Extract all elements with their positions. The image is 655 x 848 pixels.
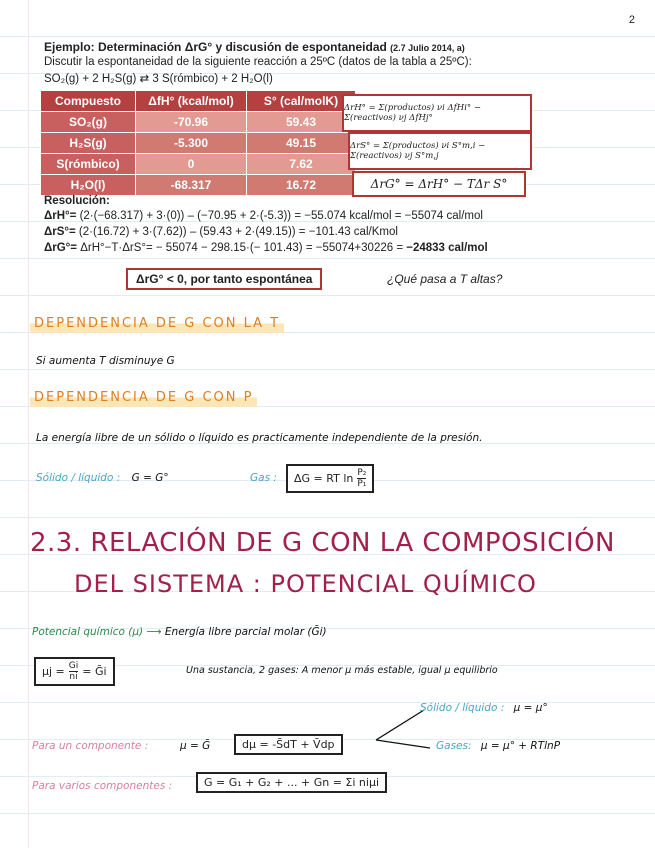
entropy-calc: (2·(16.72) + 3·(7.62)) – (59.43 + 2·(49.15)) = −101.43 cal/Kmol bbox=[75, 226, 398, 238]
several-components-label: Para varios componentes : bbox=[32, 780, 173, 792]
example-title-text: Ejemplo: Determinación ΔrG° y discusión de espontaneidad bbox=[44, 40, 387, 54]
table-row bbox=[41, 175, 356, 196]
entropy-label: ΔrS°= bbox=[44, 226, 76, 238]
gibbs-label: ΔrG°= bbox=[44, 242, 78, 254]
mu-denominator: ni bbox=[69, 672, 78, 682]
section-2-3-subtitle: DEL SISTEMA : POTENCIAL QUÍMICO bbox=[74, 570, 537, 598]
reaction-equation: SO₂(g) + 2 H₂S(g) ⇄ 3 S(rómbico) + 2 H₂O(l) bbox=[44, 73, 273, 85]
substance-note: Una sustancia, 2 gases: A menor μ más estable, igual μ equilibrio bbox=[186, 665, 498, 676]
table-row bbox=[41, 133, 356, 154]
example-statement: Discutir la espontaneidad de la siguiente reacción a 25ºC (datos de la tabla a 25ºC): bbox=[44, 56, 472, 68]
table-header-row bbox=[41, 91, 356, 112]
table-cell: 59.43 bbox=[247, 112, 356, 133]
gibbs-formula: ΔrG° = ΔrH° − TΔr S° bbox=[370, 177, 508, 191]
mu-solid-liquid-formula: μ = μ° bbox=[513, 702, 548, 714]
mu-solid-liquid-label: Sólido / líquido : bbox=[420, 702, 505, 714]
pressure-denominator: P₁ bbox=[357, 479, 367, 489]
table-cell: -68.317 bbox=[136, 175, 247, 196]
table-cell: 0 bbox=[136, 154, 247, 175]
page-number: 2 bbox=[628, 14, 635, 26]
solid-liquid-line bbox=[36, 472, 169, 484]
table-header: ΔfH° (kcal/mol) bbox=[136, 91, 247, 112]
branch-line-upper bbox=[376, 710, 424, 740]
mu-numerator: Gi bbox=[68, 661, 79, 671]
resolution-line-3 bbox=[44, 242, 488, 254]
gas-pressure-formula-box bbox=[286, 464, 374, 493]
gas-label: Gas : bbox=[250, 472, 277, 484]
enthalpy-formula: ΔrH° = Σ(productos) νi ΔfHi° − Σ(reactivos) νj ΔfHj° bbox=[344, 103, 482, 123]
spontaneity-verdict: ΔrG° < 0, por tanto espontánea bbox=[126, 268, 322, 290]
table-row bbox=[41, 112, 356, 133]
dmu-formula-box bbox=[234, 734, 343, 755]
mu-right: = Ḡi bbox=[82, 665, 107, 678]
gibbs-result: −24833 cal/mol bbox=[406, 242, 488, 254]
arrow-right-icon: ⟶ bbox=[146, 626, 165, 638]
solid-liquid-label: Sólido / líquido : bbox=[36, 472, 121, 484]
gas-formula-left: ΔG = RT ln bbox=[294, 472, 354, 485]
heading-dependence-p: DEPENDENCIA DE G CON P bbox=[30, 388, 257, 407]
resolution-line-1 bbox=[44, 210, 483, 222]
gibbs-formula-box bbox=[352, 171, 526, 197]
table-cell: SO₂(g) bbox=[41, 112, 136, 133]
mu-gas-label: Gases: bbox=[436, 740, 472, 752]
thermo-data-table bbox=[40, 90, 356, 196]
mu-solid-liquid-line bbox=[420, 702, 548, 714]
pressure-ratio bbox=[357, 468, 366, 489]
table-cell: 7.62 bbox=[247, 154, 356, 175]
table-header: Compuesto bbox=[41, 91, 136, 112]
entropy-formula: ΔrS° = Σ(productos) νi S°m,i − Σ(reactivos) νj S°m,j bbox=[350, 141, 486, 161]
potential-label: Potencial químico (μ) bbox=[32, 626, 144, 638]
table-header: S° (cal/molK) bbox=[247, 91, 356, 112]
enthalpy-calc: (2·(−68.317) + 3·(0)) – (−70.95 + 2·(-5.3)) = −55.074 kcal/mol = −55074 cal/mol bbox=[76, 210, 483, 222]
heading-dependence-t: DEPENDENCIA DE G CON LA T bbox=[30, 314, 284, 333]
mu-gas-line bbox=[436, 740, 560, 752]
table-cell: -5.300 bbox=[136, 133, 247, 154]
mu-definition-box bbox=[34, 657, 115, 686]
table-cell: 49.15 bbox=[247, 133, 356, 154]
entropy-formula-box bbox=[348, 132, 532, 170]
note-temperature: Si aumenta T disminuye G bbox=[36, 355, 175, 367]
resolution-line-2 bbox=[44, 226, 398, 238]
resolution-title: Resolución: bbox=[44, 195, 110, 207]
several-components-formula: G = G₁ + G₂ + ... + Gn = Σi niμi bbox=[204, 776, 380, 789]
high-temperature-question: ¿Qué pasa a T altas? bbox=[387, 272, 503, 286]
section-2-3-title: 2.3. RELACIÓN DE G CON LA COMPOSICIÓN bbox=[30, 528, 615, 558]
table-cell: S(rómbico) bbox=[41, 154, 136, 175]
several-components-box bbox=[196, 772, 387, 793]
one-component-label: Para un componente : bbox=[32, 740, 149, 752]
mu-left: μj = bbox=[42, 665, 65, 678]
solid-liquid-formula: G = G° bbox=[131, 472, 169, 484]
gibbs-calc: ΔrH°−T·ΔrS°= − 55074 − 298.15·(− 101.43) = −55074+30226 = bbox=[77, 242, 407, 254]
table-cell: H₂O(l) bbox=[41, 175, 136, 196]
enthalpy-label: ΔrH°= bbox=[44, 210, 77, 222]
mu-fraction bbox=[69, 661, 78, 682]
note-pressure: La energía libre de un sólido o líquido es practicamente independiente de la presión. bbox=[36, 432, 483, 444]
table-cell: 16.72 bbox=[247, 175, 356, 196]
example-title bbox=[44, 40, 465, 54]
dmu-formula: dμ = -S̄dT + V̄dp bbox=[242, 738, 335, 751]
enthalpy-formula-box bbox=[342, 94, 532, 132]
branch-line-lower bbox=[376, 740, 430, 748]
pressure-numerator: P₂ bbox=[357, 468, 367, 478]
potential-definition bbox=[32, 626, 327, 638]
one-component-formula: μ = Ḡ bbox=[180, 740, 211, 752]
mu-gas-formula: μ = μ° + RTlnP bbox=[480, 740, 561, 752]
table-cell: -70.96 bbox=[136, 112, 247, 133]
potential-description: Energía libre parcial molar (Ḡi) bbox=[164, 626, 327, 638]
table-row bbox=[41, 154, 356, 175]
example-date: (2.7 Julio 2014, a) bbox=[390, 43, 465, 53]
table-cell: H₂S(g) bbox=[41, 133, 136, 154]
